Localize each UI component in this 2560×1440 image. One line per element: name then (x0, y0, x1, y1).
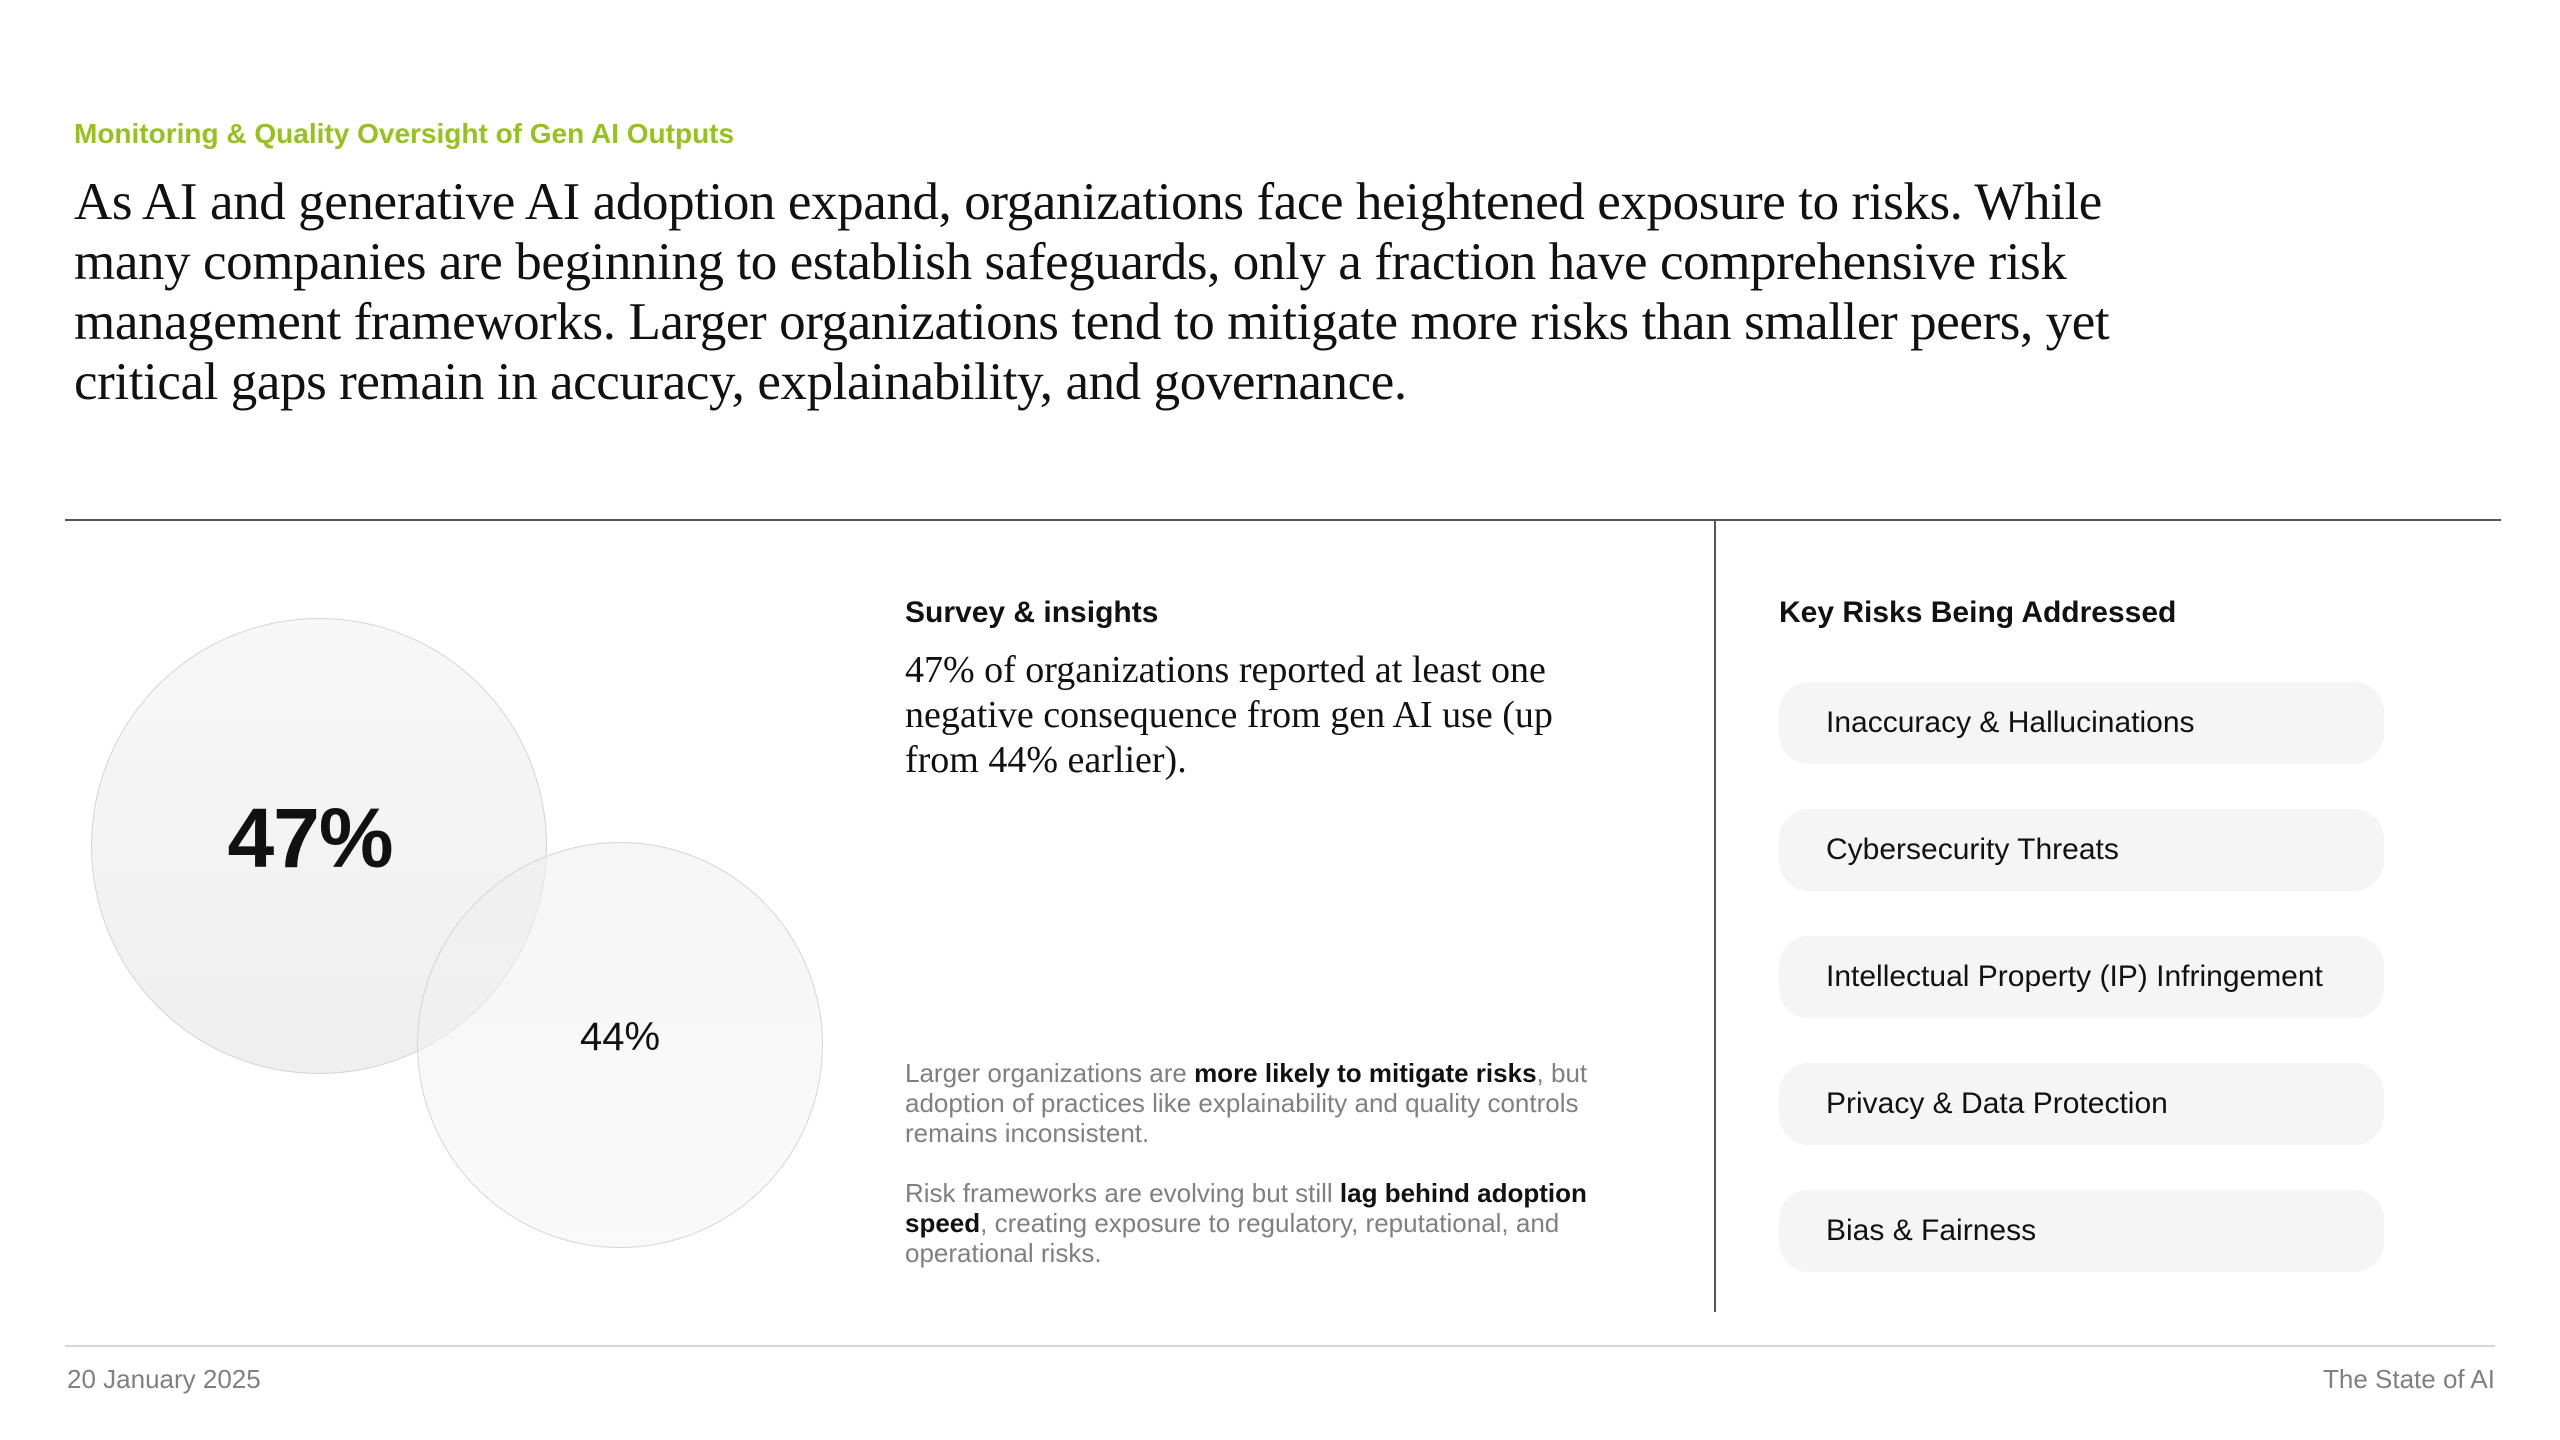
risk-item-bias: Bias & Fairness (1779, 1190, 2384, 1272)
primary-percentage: 47% (227, 791, 393, 885)
risk-item-privacy: Privacy & Data Protection (1779, 1063, 2384, 1145)
note-2-emphasis: lag behind adoption speed (905, 1178, 1587, 1238)
risk-item-cybersecurity: Cybersecurity Threats (1779, 809, 2384, 891)
lead-paragraph: As AI and generative AI adoption expand, organizations face heightened exposure to risks. While many companies are beginning to establish safeguards, only a fraction have comprehensive risk management frameworks. Larger organizations tend to mitigate more risks than smaller peers, yet critical gaps remain in accuracy, explainability, and governance. (74, 173, 2110, 411)
footer-title: The State of AI (2323, 1364, 2495, 1394)
survey-headline: 47% of organizations reported at least one negative consequence from gen AI use (up from 44% earlier). (905, 649, 1553, 781)
note-2-pre: Risk frameworks are evolving but still (905, 1178, 1340, 1208)
note-1-post: , but adoption of practices like explainability and quality controls remains inconsistent. (905, 1058, 1588, 1148)
survey-label: Survey & insights (905, 596, 1159, 629)
insight-note-2 (905, 1178, 1625, 1268)
footer-divider (65, 1345, 2495, 1347)
section-eyebrow: Monitoring & Quality Oversight of Gen AI Outputs (74, 118, 735, 149)
top-divider (65, 519, 2501, 521)
risks-label: Key Risks Being Addressed (1779, 596, 2177, 629)
risk-list (1779, 682, 2384, 1317)
note-2-post: , creating exposure to regulatory, reputational, and operational risks. (905, 1208, 1560, 1268)
footer-date: 20 January 2025 (67, 1364, 261, 1394)
insight-note-1 (905, 1058, 1625, 1148)
column-divider (1714, 520, 1716, 1312)
risk-item-ip-infringement: Intellectual Property (IP) Infringement (1779, 936, 2384, 1018)
risk-item-inaccuracy: Inaccuracy & Hallucinations (1779, 682, 2384, 764)
secondary-percentage: 44% (579, 1015, 661, 1059)
note-1-pre: Larger organizations are (905, 1058, 1195, 1088)
note-1-emphasis: more likely to mitigate risks (1194, 1058, 1537, 1088)
